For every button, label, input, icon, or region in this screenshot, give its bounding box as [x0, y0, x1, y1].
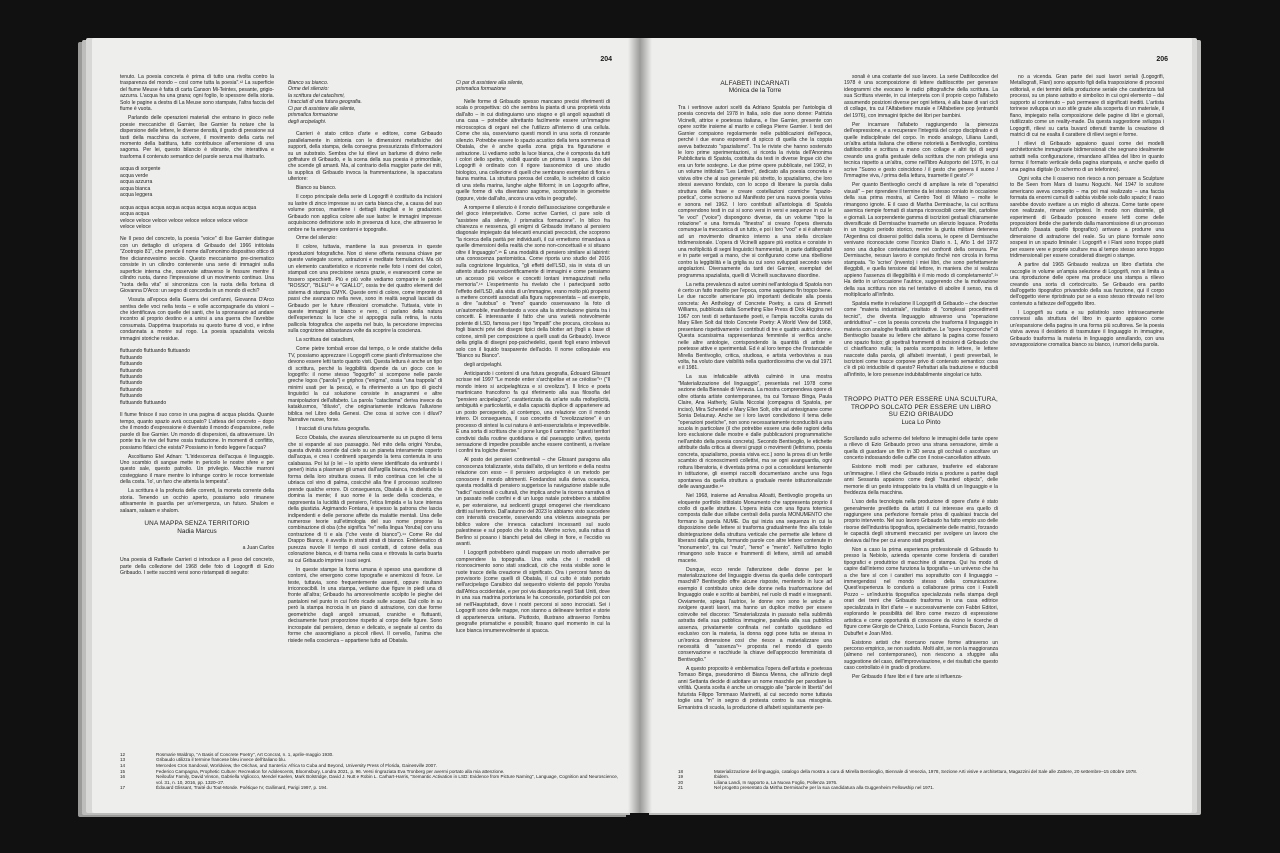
- paragraph: degli arcipelaghi.: [464, 362, 503, 369]
- paragraph: In queste stampe la forma umana è spesso una questione di contorni, che emergono come topografie e anemicosi di forze. Le teste, tuttavia, sono frequentemente assenti, oppure risultano irriconoscibili. In una stampa, vediamo due figure in piedi una di fronte all'altra; Gribaudo ha amorevolmente scolpito le pieghe dei pantaloni nel punto in cui l'orlo ricade sulle scarpe. Dal collo in su però la stampa incrocia in un piano di astrazione, con due forme geometriche dagli angoli smussati, craniche e fluttuanti, decisamente fuori proporzione rispetto al corpo delle figure. Sono incrospate dal pensiero, denso e delicato, e segnate al centro da forme che assomigliano a piccoli rilievi. Il cervello, l'anima che risiede nella coscienza – appartiene tutto ad Obatala.: [288, 566, 442, 644]
- paragraph: Dunque, ecco rende l'attenzione delle donne per le materializzazione del linguaggio diversa da quella delle controparti maschili? Bentivoglio offre alcune risposte, mentendo in luce ad esempio il contributo unico delle donne nella trasformazione del linguaggio orale e scritto ai bambini, nel ruolo di madri e insegnanti. Ovviamente, spiega l'autrice, le donne non sono le uniche a svolgere questi lavori, ma hanno un duplice motivo per essere coinvolte nel discorso: "Smaterializzata in passato nella sublimità astratta della sua pubblica immagine, parallela alla sua pubblica assenza, privatamente confinata nel contatto quotidiano ed esclusivo con la materia, la donna oggi pone tutta se stessa in un'ironica dimensione così che riesce a materializzare una necessità di "assenza"¹⁹ proposta nel mondo di questo conservazione e racchiude la chiave dell'approccio femminista di Bentivoglio.": [678, 566, 832, 663]
- paragraph: Il corpo principale della serie di Logogrifi è costituito da incisioni su lastre di zinco impresse su un carta bianca che, a causa del suo volume poroso, mantiene i dettagli intagliati e le gradazioni. Gribaudo non applica colore alle sue lastre: le immagini impresse acquisiscono definizione solo in presenza di luce, che attraverso le ombre ne fa emergere contorni e topografie.: [288, 194, 442, 233]
- poem-line: acqua acqua acqua acqua acqua acqua acqua acqua acqua: [120, 204, 257, 211]
- text-column-2: [844, 74, 998, 683]
- paragraph: Scrollando sullo schermo del telefono le immagini delle tante opere a rilievo di Ezio Gribaudo provo una strana sensazione, simile a quella di guardare un film in 3D senza gli occhiali o ascoltare un concerto indossando delle cuffie con il noise-cancellation attivato.: [844, 435, 998, 462]
- poem-line: Bianco su bianco.: [288, 80, 329, 86]
- poem-line: fluttuando: [120, 367, 143, 374]
- footnote-number: 15: [120, 768, 126, 774]
- poem-line: acqua azzurra: [120, 179, 153, 186]
- footnote: [678, 769, 1168, 775]
- paragraph: Per quanto Bentivoglio cerchi di ampliare la rete di "operatrici visuali" – per riprendere il termine da lei stesso coniato in occasione della sua prima mostra, al Centro Tool di Milano – molte le rimangono ignote. E il caso di Martha Dermisache, la cui scrittura asemica riempie formati di stampa riconoscibili come libri, cartoline e giornali. La sorprendente gamma di iscrizioni gestuali chiaramente diversificate di Dermisache trasmette un silenzio loquace. Prodotta in un tragico periodo storico, mentre la giunta militare deteneva l'Argentina coi dissensi politici dalla scena, le opere di Dermisache venivano riconosciute come l'iconico Diario n. 1, Año 1 del 1972 sono una duplice contestazione nei confronti della censura. Per Dermisache, nessun lavoro è compiuto finché non circola in forma stampata. "Io 'scrivo' (invento) i miei libri, che sono perfettamente illeggibili, e quella tensione dal lettore, in maniera che si realizza appieno l'assenza di illeggibilità è il mio modo di completamento".²¹ Ha detto in un'occasione l'autrice, suggerendo che la motivazione della sua scrittura non sta nel tentativo di abolire il senso, ma di moltiplicarlo all'infinito.: [844, 182, 998, 298]
- poem-line: fluttuando fluttuando: [120, 399, 167, 406]
- footnote-text: Federico Campagna, Prophetic Culture: Recreation for Adolescents, Bloomsbury, Londra 2021, p. 96. Versi ringraziata Eva Tronberg per avermi portato alla mia attenzione.: [156, 768, 505, 774]
- poem-line: fluttuando: [120, 354, 143, 361]
- essay-title-line-2: TROPPO SOLCATO PER ESSERE UN LIBRO: [850, 403, 992, 411]
- poem-line: acqua acqua: [120, 211, 150, 218]
- paragraph: A questo proposito è emblematica l'opera dell'artista e poetessa Tomaso Binga, pseudonimo di Bianca Menna, che all'inizio degli anni Settanta decide di adottare un nome maschile per parodiare la virilità. Questa scelta è anche un omaggio alle "parole in libertà" del futurista Filippo Tommaso Marinetti, al cui secondo nome tuttavia toglie una "m" in segno di protesta contro la sua misoginia. Ermanistra di scuola, la produzione di alfabeti squisitamente per-: [678, 665, 832, 711]
- essay-title-line-1: TROPPO PIATTO PER ESSERE UNA SCULTURA,: [844, 396, 998, 404]
- paragraph: Orme del silenzio:: [296, 235, 337, 242]
- footnotes: [678, 769, 1168, 791]
- poem-line: acqua bianca: [120, 185, 151, 192]
- poem-line: acqua leggera: [120, 192, 153, 199]
- poem-line: i tracciati di una futura geografia.: [288, 99, 362, 106]
- right-page: [640, 38, 1192, 813]
- poem-line: acqua di sorgente: [120, 166, 161, 173]
- paragraph: no a vicenda. Gran parte dei suoi lavori seriali (Logogrifi, Metallografi, Flani) sono appunto figli della trasposizione di processi editoriali, e dei termini della produzione seriale che caratterizza tali processi, su un piano astratto e simbolico in cui ogni elemento – dal supporto al contenuto – può permeare di significati inediti. L'artista torinese sviluppa un suo stile grazie alla scoperta di un materiale, il flano, impiegato nella composizione delle pagine di libri e giornali, riutilizzato come un reality-made. Da questa suggestione sviluppa i Logogrifi, rilievi su carta buvard ottenuti tramite la creazione di matrici di cui ne esalta il carattere di rilievi segni e forme.: [1010, 74, 1164, 139]
- text-column-3: [456, 74, 610, 637]
- text-column-2: [288, 74, 442, 647]
- footnote-text: Liliana Landi, In rapporto a, La Nuova Foglio, Pollenza 1976.: [714, 779, 838, 785]
- essay-heading: [120, 520, 274, 535]
- poem-line: veloce veloce: [120, 224, 151, 231]
- footnote-text: Mercedes Cros Sandoval, Worldview, the Orichas, and Santería: Africa to Cuba and Beyond, University Press of Florida, Gainesville 2007.: [156, 763, 438, 769]
- paragraph: Bianco su bianco.: [296, 185, 337, 192]
- footnote-text: Materializzazione del linguaggio, catalogo della mostra a cura di Mirella Bentivoglio, Biennale di Venezia, 1978, Sezione Arti visive e architettura, Magazzini del Sale alle Zattere, 20 settembre–15 ottobre 1978.: [714, 768, 1138, 774]
- poem-line: veloce veloce veloce veloce veloce veloce veloce veloce: [120, 217, 248, 224]
- paragraph: Il colore, tuttavia, mantiene la sua presenza in queste riproduzioni fotografiche. Non ci viene offerta nessuna chiave per queste variegate scene, astrazioni e meditate formulazioni. Ma ciò un elemento caratteristico e ricorrente nelle foto i nomi dei colori, stampati con una precisione senza grazie, e evanescenti come se fossero specchietti. Più e più volte vediamo comparire le parole "ROSSO", "BLEU"¹³ e "GIALLO", ossia tre dei quattro elementi del sistema di stampa CMYK. Queste ormi di colore, come impronte di passi che avanzano nella neve, sono in realtà segnali lasciati da Gribaudo per le future riflessioni cromatiche. Tuttavia, viste in queste immagini in bianco e nero, ci parlano della natura dell'esperienza: la luce che si appoggia sulla retina, la ruota pallicola fotografica che aspetta nel buio, la percezione imprecisa sulla cognizione abbastanza volte da scoprire la coscienza.: [288, 244, 442, 335]
- poem-line: acqua verde: [120, 172, 149, 179]
- paragraph: I rilievi di Gribaudo appaiono quasi come dei modelli architettoniche immaginarie bidimensionali che segnano idealmente astratti nella configurazione, rimandano all'idea del libro in quanto forma: il formato verticale della pagina stampata, e anche quello di una pagina digitale (lo schermo di un telefonino).: [1010, 141, 1164, 173]
- paragraph: La netta prevalenza di autori uomini nell'antologia di Spatola non è certo un fatto insolito per l'epoca, come sappiamo fin troppo bene. Le due raccolte americane più importanti dedicate alla poesia concreta: An Anthology of Concrete Poetry, a cura di Emmett Williams, pubblicata dalla Something Else Press di Dick Higgins nel 1967 con testi di settantasette poeti, e l'ampia raccolta curata da Mary Ellen Solt dal titolo Concrete Poetry: A World View del 1968, presentano rispettivamente i contributi di tre e quattro autrici donne. Questa scarsissima rappresentanza femminile si verifica anche nelle altre antologie, corrispondendo la quantità di artiste e poetesse attive e sperimentali. Ed è al loro tempo che l'instancabile Mirella Bentivoglio, critica, studiosa, e artista verbovisiva a sua volta, ha voluto dare visibilità nella quattordicesima che va dal 1971 e il 1981.: [678, 281, 832, 372]
- paragraph: Spatola mette in relazione Il Logogrifi di Gribaudo – che descrive come "materia industriale", risultato di "complessi procedimenti tecnici", che diventa linguaggio attraverso una "operazione antiriduttiva" – con la poesia concreta che trasforma il linguaggio in materia con analoghe finalità antiriduttive. Le "opere logocronche" di Bentivoglio basate su lettere che abitano la pagina come fossero uno spazio fisico; gli spettrali frammenti di incisioni di Gribaudo che ci chiarificano nulla; la parola scomposta in lettere, le lettere nascoste dalla parola, gli alfabeti inventati, i gesti preverbali, le iscrizioni come tracce corporee privo di contenuto semantico: cosa c'è di più irriducibile di questo? Refrattari alla traduzione e riducibili all'infinito, le loro presenze indubitabilmente singolari ce tutto.: [844, 300, 998, 378]
- paragraph: Esistono artisti che ricercano nuove forme attraverso un percorso empirico, se non sudisto. Molti altri, se non la maggioranza (almeno nel contemporaneo), non riescono a sfuggire alla suggestione del caso, dell'improvvisazione, e dei risultati che questo caso controllato è in grado di produrre.: [844, 639, 998, 672]
- footnote-text: Nel progetto presentato da Mirtha Dermisache per la sua candidatura alla Guggenheim Fellowship nel 1971.: [714, 785, 935, 791]
- poem-line: la scrittura dei cataclismi,: [288, 92, 345, 99]
- paragraph: Carrieri è stato critico d'arte e editore, come Gribaudo parallelamente in sintonia con le dimensioni metafisiche dei supporti, della stampa, della consegna pressurizzata d'informazioni su un substrato. Sembra che lui rilievi un barlume di divino nelle goffrature di Gribaudo, e la scena della sua poesia è primordiale, che scende gli amanti. Ma, al contrario della maggior parte dei miti, la supplica di Gribaudo invoca la frammentazione, la spaccatura ulteriore:: [288, 131, 442, 183]
- book-spine: [628, 38, 652, 813]
- poem-line: fluttuando: [120, 374, 143, 381]
- footnote-number: 18: [678, 768, 684, 774]
- poem-line: Ci par di assistere alle silente,: [288, 105, 356, 112]
- footnote-number: 14: [120, 763, 126, 769]
- footnote-text: Édouard Glissant, Traité du Tout-Monde. Poétique IV, Gallimard, Parigi 1997, p. 194.: [156, 785, 328, 791]
- paragraph: Tra i vertinove autori scelti da Adriano Spatola per l'antologia di poesia concreta del 1978 in Italia, solo due sono donne: Patrizia Vicinelli, attrice e poetessa italiana, e Ilse Garnier, presente con opere scritte insieme al marito e collega Pierre Garnier. I testi dei Garnier compaiono regolarmente nelle pubblicazioni dell'epoca, perché i due erano esponenti di spicco di quella che la coppia aveva battezzato "spazialismo". Tra le riviste che hanno sostenuto le loro prime sperimentazioni, si ricorda la rivista dell'Anonima Pubblicitaria di Spatola, costituita da testi in diverse lingue ciò che era un forte sostegno. Le due prime opere pubblicate, nel 1962, in un volume intitolato "Les Lettres", dedicato alla poesia concreta e visiva oltre che al suo generale più stretto, lo spazialismo, che loro stessi avevano fondato, con lo scopo di liberare la parola dalla struttura della frase e creare costellazioni cosmiche "spazio-poetica", come scrivono sul Manifesto per una nuova poesia visiva e sonora nel 1962. I loro contributi all'antologia di Spatola comprendono testi in cui si sono versi in versi e sequenze in cui le "le voci" ("voice") dispongono diverse, da un volume "tipo la rotazione" e una formula "finestra" si creano l'opera divenuta comunque la meccanica di un tutto, e poi i loro "voci" e si è alternato ad un movimento dinamico interno a una stella circolare tridimensionale. L'opera di Vicinelli appare più esotica e consiste in una moltiplicità di segni linguistici frammentati, in parte dattilografati e in parte vergati a mano, che si configurano come una ribellione contro la leggibilità e la griglia su cui sono sviluppati secondo varie angolazioni. Diversamente da tanti dei Garnier, esemplari del programma spazialista, quelli di Vicinelli suscitavano disordine.: [678, 104, 832, 279]
- poem-line: degli arcipelaghi.: [288, 118, 327, 125]
- paragraph: Ne Il peso del concreto, la poesia "voice" di Ilse Garnier distingue con un dettaglio di un'opera di Gribaudo del 1966 intitolata "Zootropio 81", che prende il nome dall'omonimo dispositivo ottico di fine diciannovesimo secolo. Questo meccanismo pre-cinematico consiste in un cilindro contenente una serie di immagini sulla superficie interna che, osservate attraverso le fessure mentre il cilindro ruota, danno l'impressione di un movimento continuo. Una "ruota della vita" si sincronizza con la ruota della fortuna di Giovanna D'Arco: un segno di concordia in un mondo di echi?: [120, 236, 274, 295]
- paragraph: I Logogrifi potrebbero quindi mappare un modo alternativo per comprendere la topografia. Una volta che i modelli di riconoscimento sono stati sradicati, ciò che resta visibile sono le ruote tracce della creazione di significato. Ora i percorsi fanno da provvisorio (come quelli di Obatala, il cui culto è stato portato nell'arcipelago Caraibico dal sequestro violento del popolo Yoruba dall'Africa occidentale, e per poi via diasporica negli Stati Uniti, dove in una sua madrina portoriana le ha concessile, portandolo poi con sé nell'Hauptstadt, dove i nostri percorsi si sono incrociati. Sei i Logogrifi sono delle mappe, non stanno a delineare territori e storie di appartenenza unitaria. Piuttosto, illustrano attraverso l'ombra geografie prismatiche e possibili; fissano quel momento in cui la luce bianca innumerevolmente si spacca.: [456, 550, 610, 634]
- paragraph: Al posto dei pensieri continentali – che Glissant paragona alla conoscenza totalizzante, vista dall'alto, di un territorio e della nostra relazione con esso – il pensiero arcipelagico è un metodo per conoscere il mondo altrimenti. Fondandosi sulla deriva oceanica, questa modalità di pensiero suggerisce la navigazione stabile sulle "radici" nazionali o culturali, che implica anche la ricerca narrativa di un passato nelle confini e di un luogo natale potrebbero a stabilire e, per estensione, sui sedicenti gruppi omogenei che rivendicano diritti sul territorio. Dall'autunno del 2023 lo abbiamo visto succedere con intensità crescente, osservando una violenza assegnata per biblico valore che innesca cataclismi incessanti sul suolo palestinese e sul popolo che lo abita. Mentre scrivo, sulla rattua di Berlino si posano i bianchi petali dei ciliegi in fiore, e l'eccidio va avanti.: [456, 457, 610, 548]
- paragraph: Per incarnare l'alfabeto raggiungendo la pienezza dell'espressione, e a recuperare l'integrità del corpo disciplinato e di quelle indisciplinate del corpo. In modo analogo, Liliana Landi, un'altra artista italiana che ottiene notorietà a Bentivoglio, combina dattiloscritto e scrittura a mano con collage e altri tipi di segni creando una grafia gestuale della scrittura che non privilegia una tecnica rispetto a un'altra, come nell'libro Autoporto del 1976, in cui scrive "Suono e gesto coincidono / il gesto che genera il suono / l'immagine viva, / prima della lettura, trasmette il gesto".²⁰: [844, 121, 998, 180]
- paragraph: Ecco Obatala, che avanza silenziosamente su un pugno di terra che si espande al suo passaggio. Nel mito della origini Yoruba, questa divinità scende dal cielo su un pianeta interamente coperto dall'acqua, e crea i continenti spargendo la terra contenuta in una calabassa. Poi lui (o lei – lo spirito viene identificato da entrambi i generi) inizia a plasmare gli umani dall'argilla bianca, modellando la forma della loro struttura ossea. Il mito continua con lei che si ubriaca col vino di palma, cosicché alla fine il processo scultoreo prende qualche errore. Di conseguenza, Obatala è la divinità che domina la mente; il suo nome è la sede della coscienza, e rappresenta la lucidità di pensiero, l'etica limpida e la luce intensa della giustizia. Argimando Fontana, è spesso la patrona che lascia indipendenti e delle persone affette da malattie mentali. Una delle numerose teorie sull'etimologia del suo nome propone la combinazione di oba (che significa "re" nella lingua Yoruba) con una contrazione di ti e ala ("che veste di bianco").¹⁴ Come Re dal Drappo Bianco, è avvolta in stratti strati di bianco. Emblematico di purezza nuvole Il tempo di suoi contatti, di cotone della sua colorazione bianca, e di trama nella casa e ritrovata la carta buarta su cui Gribaudo imprime i suoi segni.: [288, 435, 442, 564]
- paragraph: La scrittura dei cataclismi,: [296, 337, 355, 344]
- dedication: a Juan Carlos: [242, 544, 274, 551]
- paragraph: Esistono molti modi per catturare, trasferire ed elaborare un'immagine. I rilievi che Gribaudo inizia a produrre a partire dagli anni Sessanta appaiono come degli "haunted objects", delle memorie di un gesto intrappolato tra la vitalità di un linguaggio e la freddezza della macchina.: [844, 464, 998, 497]
- paragraph: Anticipando i contorni di una futura geografia, Édouard Glissant scrisse nel 1997 "Le monde entier s'archipélise et se créolise"¹⁷ ("Il mondo intero si arcipelaghizza e si creolizza"). Il lirico e poeta martinicano francofono fa qui riferimento alla sua filosofia del "pensiero arcipelagico", caratterizzata da un'arte sulla molteplicità, ambiguità e particolarità, e dalla capacità duplice di appartenere ad un posto percependo, al contempo, una relazione con il mondo intero. Di conseguenza, il suo concetto di "creolizzazione" è un processo di sintesi la cui natura è anti-essenzialista e imprevedibile. È una sorta di scrittura che si pone lungo il cammino: "questi territori condivisi dalla routine quotidiana e dal paesaggio unitivo, questa sensazione di impedire possibile anche essere continenti, a rivelare i confini tra logiche diverse.": [456, 370, 610, 455]
- essay-author: Mónica de la Torre: [728, 87, 782, 95]
- poem-line: fluttuando: [120, 393, 143, 400]
- poem-line: fluttuando fluttuando fluttuando: [120, 348, 190, 355]
- poem-line: fluttuando: [120, 380, 143, 387]
- paragraph: I tracciati di una futura geografia.: [296, 426, 371, 433]
- text-column-3: [1010, 74, 1164, 351]
- paragraph: Nelle forme di Gribaudo spesso mancano precisi riferimenti di scala o prospettiva: ciò che sembra la pianta di una proprietà vista dall'alto – in cui distinguiamo uno stagno e gli angoli squadrati di una casa – potrebbe altrettanto facilmente essere un'immagine microscopica di organi nel che l'utilizzo all'interno di una cellula. Come che sia, osserviamo questi mondi in una sorta di ronzante silenzio. Potrebbe essere lo spazio acustico della terra sommersa di Obatala, che è anche quella zona grigia tra figurazione e astrazione. Li vediamo sotto la luce bianca, che è composta da tutti i colori dello spettro, visibili quando un prisma li separa. Uno dei Logogrifi è ordinato con il rigore tassonomico di uno studio biologico, una collezione di quelli che sembrano esemplari di flora e fauna marina. La struttura porosa del corallo, lo scheletro di calcio di una stella marina, lunghe alghe filiformi; in un Logogrifo affine, quelle forme di vita diventano sagome, scomposte in geometrie (oppure, viste dall'alto, ancora una volta in geografie).: [456, 98, 610, 202]
- essay-author: Nadia Marcus: [177, 527, 217, 535]
- paragraph: La scrittura è la profezia delle correnti, la moneta corrente della storia. Tenendo un occhio aperto, possiamo solo rimanere attivamente in guardia per un'emergenza, un futuro. Shalom e salaam, salaam e shalom.: [120, 488, 274, 514]
- poem-line: prismatica formazione: [456, 86, 506, 93]
- paragraph: L'uso della tecnologia nella produzione di opere d'arte è stato generalmente prediletto da artisti il cui interesse era quello di raggiungere una perfezione formale priva di qualsiasi traccia del proprio intervento. Nel suo lavoro Gribaudo ha fatto empio uso delle risorse dell'industria tipografica, specialmente delle matrici, forzando le capacità degli strumenti meccanici per svolgere un lavoro che deviava dal fine per cui erano stati progettati.: [844, 499, 998, 544]
- essay-title: UNA MAPPA SENZA TERRITORIO: [144, 520, 250, 528]
- footnote-text: Rosmarie Waldrop, "A Basis of Concrete Poetry", Art Concrat, n. 1, aprile-maggio 1930.: [156, 751, 334, 757]
- paragraph: A partire dal 1965 Gribaudo realizza un libro d'artista che raccoglie in volume un'ampia selezione di Logogrifi, non si limita a una riproduzione delle opere ma produce una stampa a rilievo creando una sorta di cortocircuito. Se Gribaudo era partito dall'oggetto tipografico privandolo della sua funzione, qui il corpo dell'oggetto viene ripristinato pur se a esso stesso ritrovato nel loro contenuto a fattezze dell'oggetto libro.: [1010, 262, 1164, 307]
- essay-intro: Una poesia di Raffaele Carrieri ci introduce a Il peso del concreto, parte della collezione del 1968 delle foto di Logogrifi di Ezio Gribaudo. I sette succinti versi sono ristampati di seguito:: [120, 557, 274, 577]
- footnote-number: 16: [120, 774, 126, 780]
- poem-line: prismatica formazione: [288, 112, 338, 119]
- poem-line: fluttuando: [120, 361, 143, 368]
- essay-heading: [678, 80, 832, 95]
- paragraph: Ascoltiamo Etel Adnan: "L'iridescenza dell'acqua è linguaggio. Uno scambio di sangue mette in pericolo le nostre sfere e per questo sale, questo patrolio. Un privilegio. Macchie marroni costeggiano il mare mentre lo infrange contro le rocce tormentate della costa. 'Io', un faro che attenta la tempesta".: [120, 453, 274, 486]
- footnote-number: 12: [120, 751, 126, 757]
- footnote-text: Gribaudo utilizza il termine francese bleu invece dell'italiano blu.: [156, 757, 287, 763]
- poem-line: fluttuando: [120, 386, 143, 393]
- paragraph: Il fiume finisce il suo corso in una pagina di acqua placida. Quante tempo, quanto spazio avrà occupato? L'attesa del concreto – dopo che il mondo d'espressione è diventato il mondo d'espansione, nelle parole di Ilse Garnier. Un mondo di dispersioni, da attraversare. Un ponte tra le rive del fiume ossia traduzione. In momenti di conflitto, possiamo fidarci che esista? Possiamo in fondo leggere l'acqua?: [120, 412, 274, 451]
- essay-heading: [844, 396, 998, 426]
- left-page: [92, 38, 640, 813]
- footnote: [678, 785, 1168, 791]
- poem-line: Orme del silenzio:: [288, 86, 329, 93]
- paragraph: I Logogrifi su carta e su polistirolo sono intrinsecamente connessi alla struttura del libro in quanto appaiono come un'espansione della pagina in una forma più scultorea. Se la poesia visiva aveva il desiderio di trasmutare il linguaggio in immagine, Gribaudo trasforma la materia in linguaggio annullando, con una sovrapposizione cromatica bianco su bianco, i rumori della parola.: [1010, 309, 1164, 349]
- essay-title-line-3: SU EZIO GRIBAUDO: [888, 411, 954, 419]
- essay-author: Luca Lo Pinto: [901, 418, 941, 426]
- paragraph: Per Gribaudo il fare libri e il fare arte si influenza-: [852, 674, 963, 681]
- footnote: [120, 785, 620, 791]
- paragraph: Parlando delle operazioni materiali che entrano in gioco nelle poesie meccaniche di Garnier, Ilse Garnier fa notare che la dispersione delle lettere, le diverse densità, il grado di pressione sui tasti della macchina da scrivere, il movimento della carta nel momento della battitura, tutto contribuisce all'emersione di una sagoma. Per lei, questo bilancio è vibrante, che interattiva e trasforma il contenuto semantico del parole senza mai illustrarlo.: [120, 115, 274, 160]
- footnote-number: 19: [678, 774, 684, 780]
- text-column-1: [120, 74, 274, 579]
- text-column-1: [678, 74, 832, 714]
- footnote-number: 21: [678, 785, 684, 791]
- paragraph: Come pietre tombali erose dal tempo, o le onde statiche della TV, possiamo apprezzare i Logogrifi come pianti d'informazione che devono essere letti tanto quanto visti. Questa lettura è anche un tipo di scrittura, perché la leggibilità dipende da un gioco con le logogrifo: il nome stesso "logogrifo" si scompone nelle parole greche logos ("parola") e griphos ("enigma", ossia "una trappola" di minimi usati per la pesca), e fa riferimento a un tipo di giochi linguistici la cui soluzione consiste in anagrammi e altre manipolazioni dell'alfabeto. La parola "cataclisma" deriva invece da kataklusmos, "diluvio", che originariamente indicava l'alluvione biblica nel Libro della Genesi. Che cosa si scrive con i diluvi? Narrative nuove, forse.: [288, 346, 442, 424]
- paragraph: Ogni volta che li osservo non riesco a non pensare a Sculpture to Be Seen from Mars di Isamu Noguchi. Nel 1947 lo scultore americano aveva concepito – ma poi mai realizzato – una faccia formata da enormi cumuli di sabbia visibile solo dallo spazio; il naso sarebbe dovuto svettare a un miglio di altezza. Come tante opere non realizzate, rimane un'ipotesi. In modo non dissimile, gli esperimenti di Gribaudo possono essere letti come delle proposizioni ibride che partendo dalla manomissione di un processo tutt'unito (basata quello tipografico) arrivano a produrre una dimensione di astrazione del reale. Su un piano formale sono sospesi in un spazio liminale: i Logogrifi e i Flani sono troppo piatti per essere vere e proprie sculture ma al tempo stesso sono troppo tridimensionali per essere considerati disegni o stampe.: [1010, 175, 1164, 260]
- paragraph: Vissuta all'epoca della Guerra dei cent'anni, Giovanna D'Arco sentiva delle voci nella testa – e volle accompagnarle da visioni – che identificava con quelle dei santi, che la spronavano ad andare incontro al proprio destino e a unirsi a una guerra che l'avrebbe consumata. Dapprima trasportata su questo fiume di voci, e infine condannata a morire sul rogo. La poesia spazialista veicola immagini storiche residue.: [120, 297, 274, 342]
- paragraph: La sua infaticabile attività culminò in una mostra "Materializzazione del linguaggio", presentata nel 1978 come sezione della Biennale di Venezia. La mostra comprendeva opere di oltre ottanta artiste contemporanee, tra cui Tomaso Binga, Paula Claire, Ana Hatherly, Giulia Niccolai (compagna di Spatola, per inciso), Mira Schendel e Mary Ellen Solt, oltre ad antesignane come Sonia Delaunay. Anche se i loro lavori condividono il tema delle "operazioni poetiche", non sono necessariamente riconducibili a una scuola in particolare (il che potrebbe essere una delle ragioni della loro esclusione dalle mostre e dalle pubblicazioni programmatiche nell'ambito della poesia concreta). Secondo Bentivoglio, le etichette attribuite dalla critica ai diversi gruppi o movimenti (lettrismo, poesia concreta, spazialismo, poesia visiva ecc.) sono la prova di un fertile scambio di riconoscimenti collettivi, ma se ogni avanguardia, ogni rottura liberatoria, è diventata prima o poi a consolidarsi lentamente in istituzione, gli esempi raccolti documentano anche una foga spontanea da quella struttura a graduale mente istituzionalizzate delle avanguardie.¹⁸: [678, 374, 832, 491]
- page-number: 206: [1156, 56, 1168, 63]
- page-number: 204: [600, 56, 612, 63]
- footnote-number: 20: [678, 779, 684, 785]
- footnote-text: Ibidem.: [714, 774, 730, 780]
- poem-line: Ci par di assistere alla silente,: [456, 80, 524, 86]
- essay-title: ALFABETI INCARNATI: [720, 80, 790, 87]
- paragraph: tenuto. La poesia concreta è prima di tutto una rivolta contro la trasparenza del mondo – così come tutta la poesia".¹² La superficie del fiume Meuse è fatta di carta Canson Mi-Teintes, pesante, grigio-azzurra. L'acqua ha una grana; ogni foglio, lo spessore della storia. Solo le pagine a destra di La Meuse sono stampate, l'altra faccia del fiume è vuota.: [120, 74, 274, 113]
- footnote-text: Neiloufar Family, David Vinson, Gabriella Vigliocco, Mendel Kaelen, Mark Bolstridge, David J. Nutt e Robin L. Carhart-Harris, "Semantic Activation in LSD: Evidence from Picture Naming", Language, Cognition and Neuroscience, vol. 31, n. 10, 2016, pp. 1320–27.: [156, 774, 619, 785]
- paragraph: Nel 1968, insieme ad Annalisa Alloatti, Bentivoglio progetta un eloquente portfolio intitolato Monumento che rappresenta proprio il crollo di quelle strutture. L'opera inizia con una figura totemica composta dalle due sillabe centrali della parola MONUMENTO che formano la parola NUME. Da qui inizia una sequenza in cui la disposizione delle lettere si trasforma gradualmente fino alla totale disintegrazione della struttura verticale che permette alle lettere di liberarsi dalla griglia, formando parole con altre lettere contenute in "monumento", tra cui "muto", "temo" e "mento". Nell'ultimo foglio rimangono solo tracce e frammenti di lettere, simili ad amabili macerie.: [678, 493, 832, 564]
- footnotes: [120, 752, 620, 791]
- paragraph: sonali è una costante del suo lavoro. La serie Dattilocodice del 1978 è una scomposizione di lettere dattiloscritte per generare ideogrammi che evocano le radici pittografiche della scrittura. La sua Scrittura vivente, in cui interpreta con il proprio corpo l'alfabeto assumendo posizioni diverse per ogni lettera, è alla base di vari cicli di collage, tra cui l'Alfabetiere murale e l'Alfabetiere pop (entrambi del 1976), con immagini tipiche dei libri per bambini.: [844, 74, 998, 119]
- footnote: [120, 774, 620, 785]
- footnote-number: 17: [120, 785, 126, 791]
- paragraph: A romperne il silenzio è il ronzio dell'associazione congetturale e del gioco interpretativo. Come scrive Carrieri, ci pare solo di "assistere alla silente, / prismatica formazione". In bilico fra chiarezza e nessenza, gli enigmi di Gribaudo invitano al pensiero diagonale impiegato dai telecanti enunciati precocisti, che scoprono "la ricerca della parità per individuarli, il cui ermetismo rimandava a quelle dimensioni della realtà che sono non-concettuali e si situano oltre il linguaggio".¹⁵ È una modalità di pensiero similare ai labirinti: una conoscenza pantomistica. Come riporta uno studio del 2016 sulla cognizione linguistica, "gli effetti dell'LSD, sia in vista di un attento studio neuroscientificamente di immagini e come pensiamo un accesso più veloce e concetti lontani immagazzinati nella memoria".¹⁶ L'esperimento ha rivelato che i partecipanti sotto l'effetto dell'LSD, alla vista di un'immagine, erano molto più propensi a mettere concetti associati alla figura rappresentata – ad esempio, a dire "autobus" o "treno" quando osservavano la foto di un'automobile, manifestando a voce alta la stimolazione giunta tra i concetti. È interessante il fatto che una varietà notevolmente potente di LSD, famosa per i tipo "impatti" che procura, circolava su fogli bianchi privi dei disegni tipici della blotter art (fogli a base di cotone, simili per composizione a quelli usati da Gribaudo). Invece della griglia di disegni pop-psichedelici, questi fogli erano imbevuti solo con il liquido trasparente dell'acido. Il nome colloquiale era "Bianco su Bianco".: [456, 204, 610, 360]
- paragraph: Non a caso la prima esperienza professionale di Gribaudo fu presso la Nebiolo, azienda operante come fonderia di caratteri tipografici e produttrice di macchine di stampa. Qui ha modo di capire dall'interno come funziona la tipografia – un universo che ha a che fare sì con i caratteri ma soprattutto con il linguaggio – immergendosi nel mondo stesso della comunicazione. Quest'esperienza lo condurrà a collaborare prima con i Fratelli Pozzo – un'industria tipografica specializzata nella stampa degli orari dei treni che Gribaudo trasforma in una casa editrice specializzata in libri d'arte – e successivamente con Fabbri Editori, esplorando le possibilità del libro come mezzo di espressione artistica e come opportunità di conoscere da vicino le ricerche di figure come Giorgio de Chirico, Lucio Fontana, Francis Bacon, Jean Dubuffet e Joan Miró.: [844, 546, 998, 637]
- footnote-number: 13: [120, 757, 126, 763]
